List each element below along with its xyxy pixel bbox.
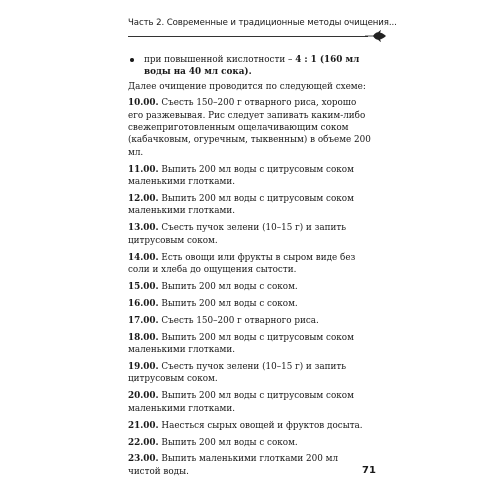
entry-text: Выпить маленькими глотками 200 мл чистой воды.	[128, 454, 339, 477]
entry-text: Выпить 200 мл воды с цитрусовым соком маленькими глотками.	[128, 391, 354, 414]
entry-time: 12.00.	[128, 194, 159, 205]
scheme-intro: Далее очищение проводится по следующей схеме:	[128, 81, 366, 92]
entry-time: 19.00.	[128, 362, 159, 373]
schedule-entry	[128, 453, 372, 478]
schedule-entry	[128, 298, 372, 310]
entry-time: 17.00.	[128, 315, 159, 326]
bullet-text: при повышенной кислотности –	[144, 55, 296, 65]
schedule-entry	[128, 361, 372, 386]
bullet-icon	[130, 58, 134, 62]
schedule-entry	[128, 420, 372, 432]
entry-time: 10.00.	[128, 98, 159, 109]
entry-text: Съесть пучок зелени (10–15 г) и запить цитрусовым соком.	[128, 362, 347, 385]
entry-text: Есть овощи или фрукты в сыром виде без соли и хлеба до ощущения сытости.	[128, 252, 356, 276]
entry-time: 18.00.	[128, 332, 159, 343]
entry-text: Съесть 150–200 г отварного риса, хорошо его разжевывая. Рис следует запивать каким-либо свежеприготовленным ощелачивающим соком (кабачковым, огуречным, тыквенным) в объеме 200 мл.	[128, 98, 371, 158]
entry-time: 15.00.	[128, 282, 159, 292]
entry-time: 22.00.	[128, 437, 159, 448]
entry-time: 11.00.	[128, 164, 159, 175]
bullet-ratio: 4 : 1 (160 мл воды на 40 мл сока).	[144, 55, 360, 78]
entry-text: Выпить 200 мл воды с цитрусовым соком маленькими глотками.	[128, 164, 354, 188]
schedule-entry	[128, 97, 372, 159]
list-item	[128, 54, 372, 79]
entry-text: Выпить 200 мл воды с цитрусовым соком маленькими глотками.	[128, 332, 354, 356]
entry-time: 14.00.	[128, 252, 159, 263]
schedule-entry	[128, 164, 372, 189]
schedule-entry	[128, 281, 372, 293]
entry-time: 21.00.	[128, 420, 159, 431]
schedule-list	[128, 97, 372, 478]
entry-text: Съесть 150–200 г отварного риса.	[161, 315, 319, 326]
schedule-entry	[128, 193, 372, 218]
entry-text: Выпить 200 мл воды с соком.	[161, 437, 298, 448]
schedule-entry	[128, 315, 372, 327]
entry-time: 13.00.	[128, 223, 159, 234]
schedule-entry	[128, 390, 372, 415]
entry-text: Выпить 200 мл воды с цитрусовым соком маленькими глотками.	[128, 194, 354, 217]
entry-time: 16.00.	[128, 298, 159, 309]
entry-time: 20.00.	[128, 391, 159, 402]
schedule-entry	[128, 437, 372, 449]
schedule-entry	[128, 252, 372, 277]
page-number: 71	[362, 465, 376, 476]
entry-text: Наесться сырых овощей и фруктов досыта.	[161, 420, 363, 431]
schedule-entry	[128, 222, 372, 247]
entry-text: Съесть пучок зелени (10–15 г) и запить цитрусовым соком.	[128, 223, 347, 246]
schedule-entry	[128, 332, 372, 357]
leaf-ornament-icon	[364, 28, 388, 44]
header-rule	[128, 36, 368, 37]
entry-time: 23.00.	[128, 454, 159, 465]
running-header: Часть 2. Современные и традиционные методы очищения...	[128, 18, 397, 28]
page-body	[128, 54, 372, 483]
entry-text: Выпить 200 мл воды с соком.	[161, 282, 298, 292]
entry-text: Выпить 200 мл воды с соком.	[161, 298, 298, 309]
